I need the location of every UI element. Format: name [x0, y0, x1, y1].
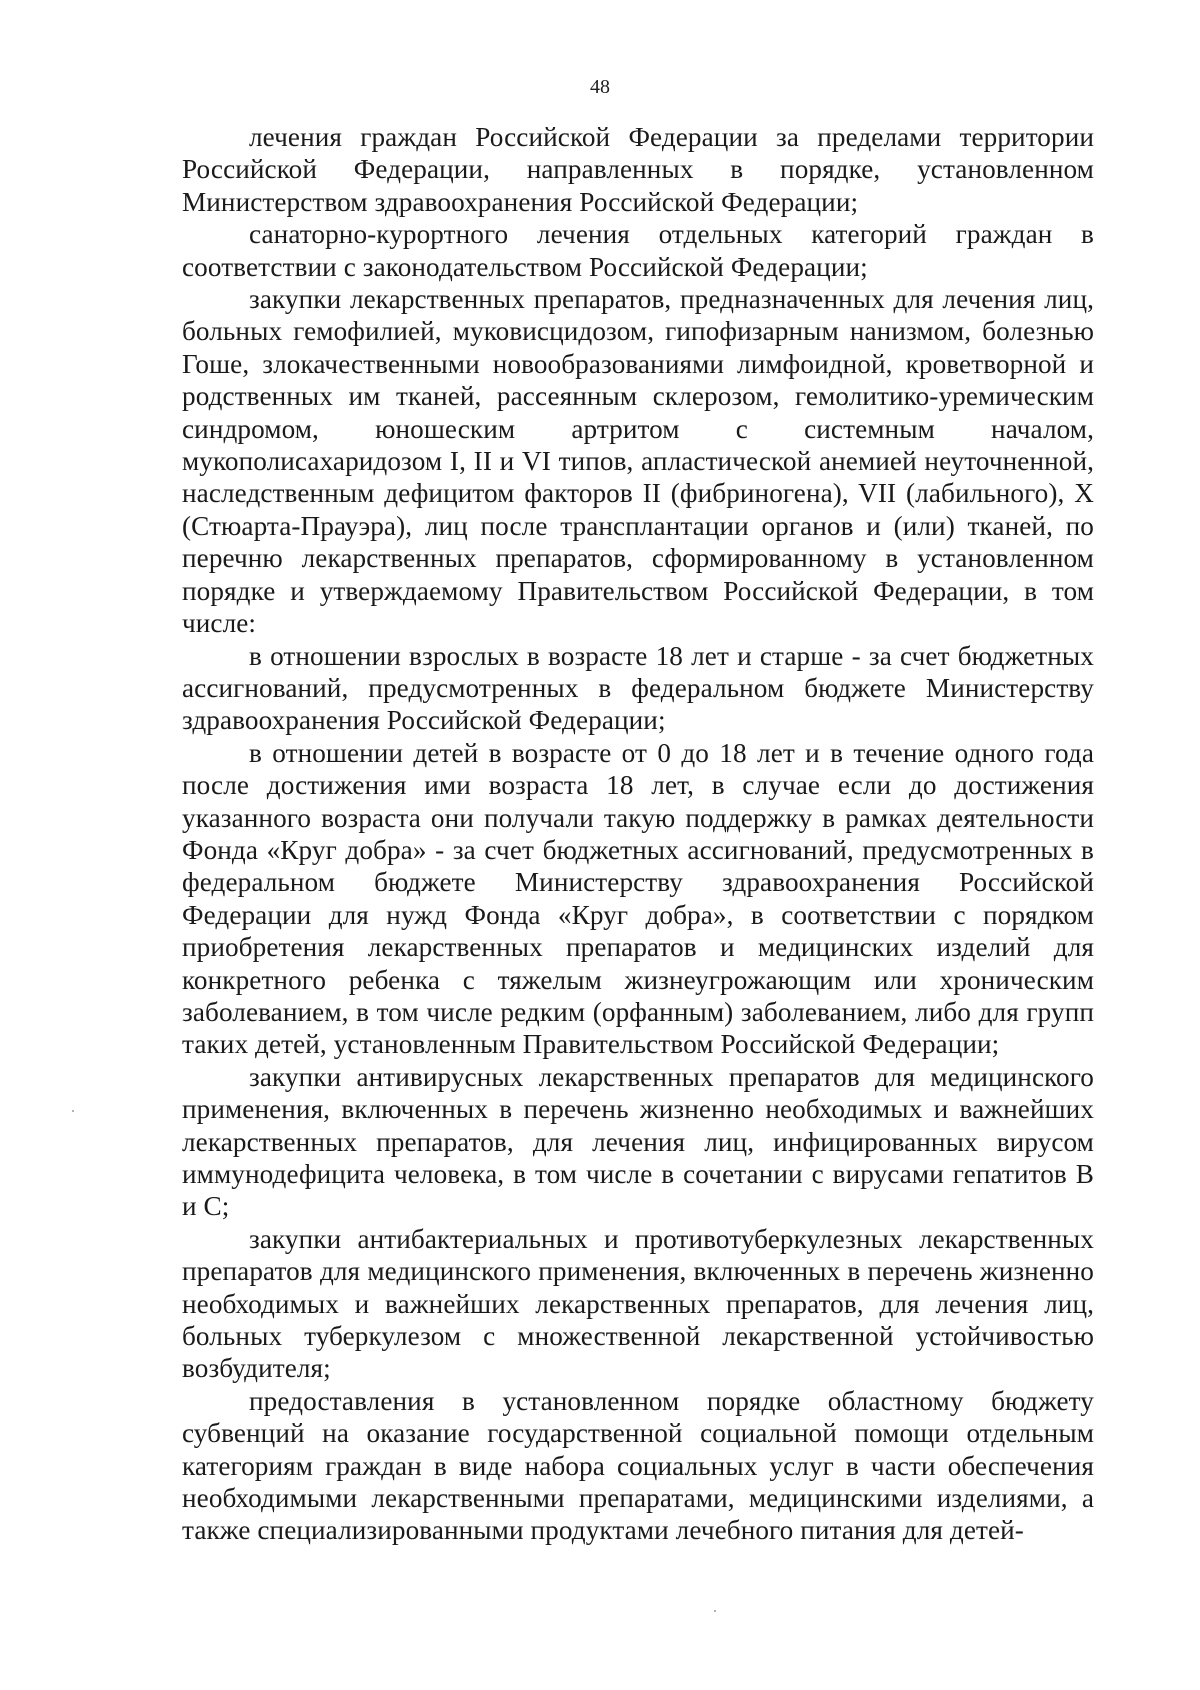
paragraph: в отношении детей в возрасте от 0 до 18 лет и в течение одного года после достижения ими возраста 18 лет, в случае если до достижения указанного возраста они получали такую поддержку в рамках деятельности Фонда «Круг добра» - за счет бюджетных ассигнований, предусмотренных в федеральном бюджете Министерству здравоохранения Российской Федерации для нужд Фонда «Круг добра», в соответствии с порядком приобретения лекарственных препаратов и медицинских изделий для конкретного ребенка с тяжелым жизнеугрожающим или хроническим заболеванием, в том числе редким (орфанным) заболеванием, либо для групп таких детей, установленным Правительством Российской Федерации;: [182, 737, 1094, 1060]
paragraph: предоставления в установленном порядке областному бюджету субвенций на оказание государственной социальной помощи отдельным категориям граждан в виде набора социальных услуг в части обеспечения необходимыми лекарственными препаратами, медицинскими изделиями, а также специализированными продуктами лечебного питания для детей-: [182, 1385, 1094, 1546]
paragraph: лечения граждан Российской Федерации за пределами территории Российской Федерации, направленных в порядке, установленном Министерством здравоохранения Российской Федерации;: [182, 122, 1094, 217]
page-number: 48: [590, 76, 610, 98]
paragraph: в отношении взрослых в возрасте 18 лет и старше - за счет бюджетных ассигнований, предусмотренных в федеральном бюджете Министерству здравоохранения Российской Федерации;: [182, 640, 1094, 736]
document-body: [182, 121, 1094, 1547]
paragraph: закупки антивирусных лекарственных препаратов для медицинского применения, включенных в перечень жизненно необходимых и важнейших лекарственных препаратов, для лечения лиц, инфицированных вирусом иммунодефицита человека, в том числе в сочетании с вирусами гепатитов B и C;: [182, 1061, 1094, 1222]
paragraph: санаторно-курортного лечения отдельных категорий граждан в соответствии с законодательством Российской Федерации;: [182, 219, 1094, 282]
paragraph: закупки лекарственных препаратов, предназначенных для лечения лиц, больных гемофилией, муковисцидозом, гипофизарным нанизмом, болезнью Гоше, злокачественными новообразованиями лимфоидной, кроветворной и родственных им тканей, рассеянным склерозом, гемолитико-уремическим синдромом, юношеским артритом с системным началом, мукополисахаридозом I, II и VI типов, апластической анемией неуточненной, наследственным дефицитом факторов II (фибриногена), VII (лабильного), X (Стюарта-Прауэра), лиц после трансплантации органов и (или) тканей, по перечню лекарственных препаратов, сформированному в установленном порядке и утверждаемому Правительством Российской Федерации, в том числе:: [182, 284, 1094, 639]
scan-speck: [714, 1610, 716, 1612]
scan-speck: [72, 1110, 74, 1112]
paragraph: закупки антибактериальных и противотуберкулезных лекарственных препаратов для медицинского применения, включенных в перечень жизненно необходимых и важнейших лекарственных препаратов, для лечения лиц, больных туберкулезом с множественной лекарственной устойчивостью возбудителя;: [182, 1223, 1094, 1384]
